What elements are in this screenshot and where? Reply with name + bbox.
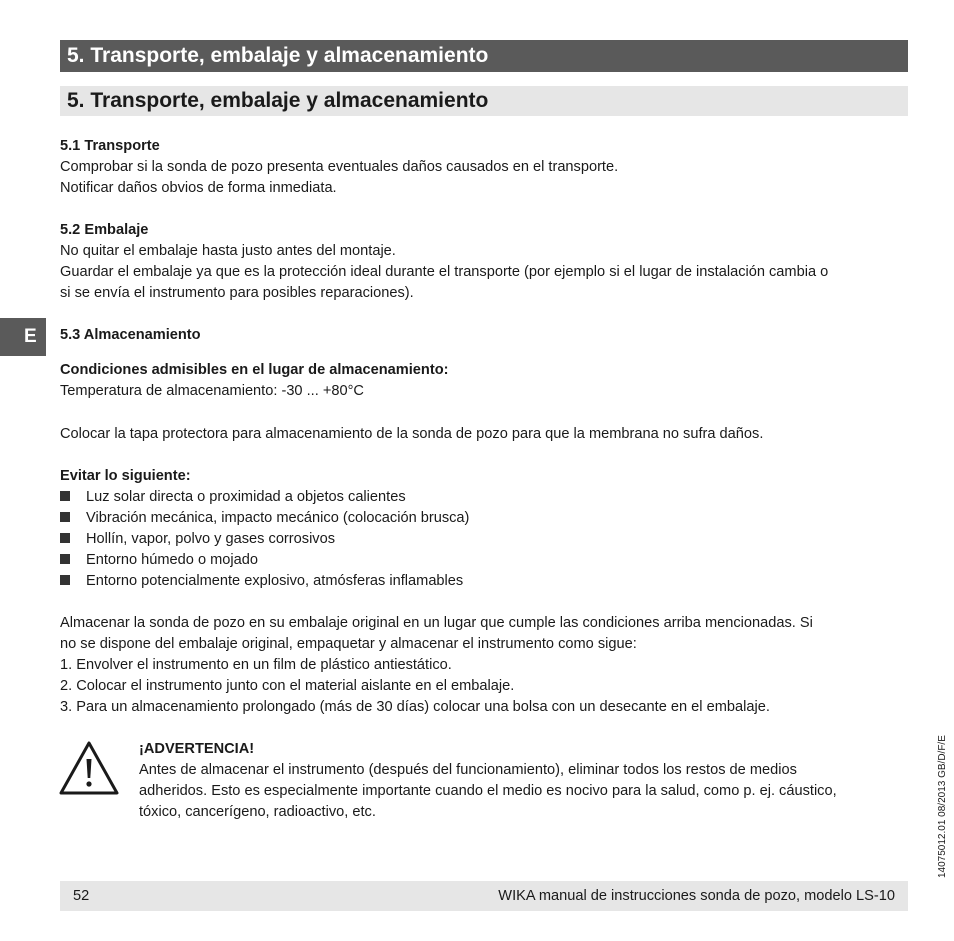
section-heading-embalaje: 5.2 Embalaje bbox=[60, 222, 149, 238]
list-item: Luz solar directa o proximidad a objetos calientes bbox=[86, 489, 406, 505]
paragraph-line: no se dispone del embalaje original, empaquetar y almacenar el instrumento como sigue: bbox=[60, 636, 637, 652]
bullet-square-icon bbox=[60, 533, 70, 543]
paragraph-line: Comprobar si la sonda de pozo presenta eventuales daños causados en el transporte. bbox=[60, 159, 619, 175]
conditions-heading: Condiciones admisibles en el lugar de almacenamiento: bbox=[60, 362, 449, 378]
paragraph-line: Almacenar la sonda de pozo en su embalaje original en un lugar que cumple las condiciones arriba mencionadas. Si bbox=[60, 615, 813, 631]
list-item: Entorno potencialmente explosivo, atmósferas inflamables bbox=[86, 573, 464, 589]
step-line: 3. Para un almacenamiento prolongado (más de 30 días) colocar una bolsa con un desecante en el embalaje. bbox=[60, 699, 770, 715]
language-tab bbox=[0, 318, 46, 356]
avoid-heading: Evitar lo siguiente: bbox=[60, 468, 191, 484]
step-line: 2. Colocar el instrumento junto con el material aislante en el embalaje. bbox=[60, 678, 515, 694]
warning-triangle-icon bbox=[58, 740, 120, 796]
bullet-square-icon bbox=[60, 512, 70, 522]
chapter-title-dark: 5. Transporte, embalaje y almacenamiento bbox=[60, 40, 908, 72]
paragraph-line: No quitar el embalaje hasta justo antes del montaje. bbox=[60, 243, 396, 259]
document-reference: 14075012.01 08/2013 GB/D/F/E bbox=[937, 735, 948, 878]
language-tab-label: E bbox=[24, 326, 37, 347]
page-footer bbox=[60, 881, 908, 911]
storage-temperature: Temperatura de almacenamiento: -30 ... +80°C bbox=[60, 383, 364, 399]
list-item: Hollín, vapor, polvo y gases corrosivos bbox=[86, 531, 336, 547]
footer-title: WIKA manual de instrucciones sonda de pozo, modelo LS-10 bbox=[498, 888, 895, 904]
list-item: Vibración mecánica, impacto mecánico (colocación brusca) bbox=[86, 510, 470, 526]
bullet-square-icon bbox=[60, 575, 70, 585]
warning-title: ¡ADVERTENCIA! bbox=[139, 741, 255, 757]
paragraph-line: si se envía el instrumento para posibles reparaciones). bbox=[60, 285, 414, 301]
page-number: 52 bbox=[73, 888, 90, 904]
paragraph-line: Notificar daños obvios de forma inmediata. bbox=[60, 180, 337, 196]
warning-line: tóxico, cancerígeno, radioactivo, etc. bbox=[139, 804, 376, 820]
warning-line: Antes de almacenar el instrumento (después del funcionamiento), eliminar todos los restos de medios bbox=[139, 762, 797, 778]
step-line: 1. Envolver el instrumento en un film de plástico antiestático. bbox=[60, 657, 452, 673]
warning-line: adheridos. Esto es especialmente importante cuando el medio es nocivo para la salud, como p. ej. cáustico, bbox=[139, 783, 837, 799]
paragraph-line: Guardar el embalaje ya que es la protección ideal durante el transporte (por ejemplo si el lugar de instalación cambia o bbox=[60, 264, 829, 280]
bullet-square-icon bbox=[60, 554, 70, 564]
chapter-title-light: 5. Transporte, embalaje y almacenamiento bbox=[60, 86, 908, 116]
section-heading-transporte: 5.1 Transporte bbox=[60, 138, 160, 154]
bullet-square-icon bbox=[60, 491, 70, 501]
cap-note: Colocar la tapa protectora para almacenamiento de la sonda de pozo para que la membrana no sufra daños. bbox=[60, 426, 764, 442]
section-heading-almacenamiento: 5.3 Almacenamiento bbox=[60, 327, 201, 343]
list-item: Entorno húmedo o mojado bbox=[86, 552, 258, 568]
